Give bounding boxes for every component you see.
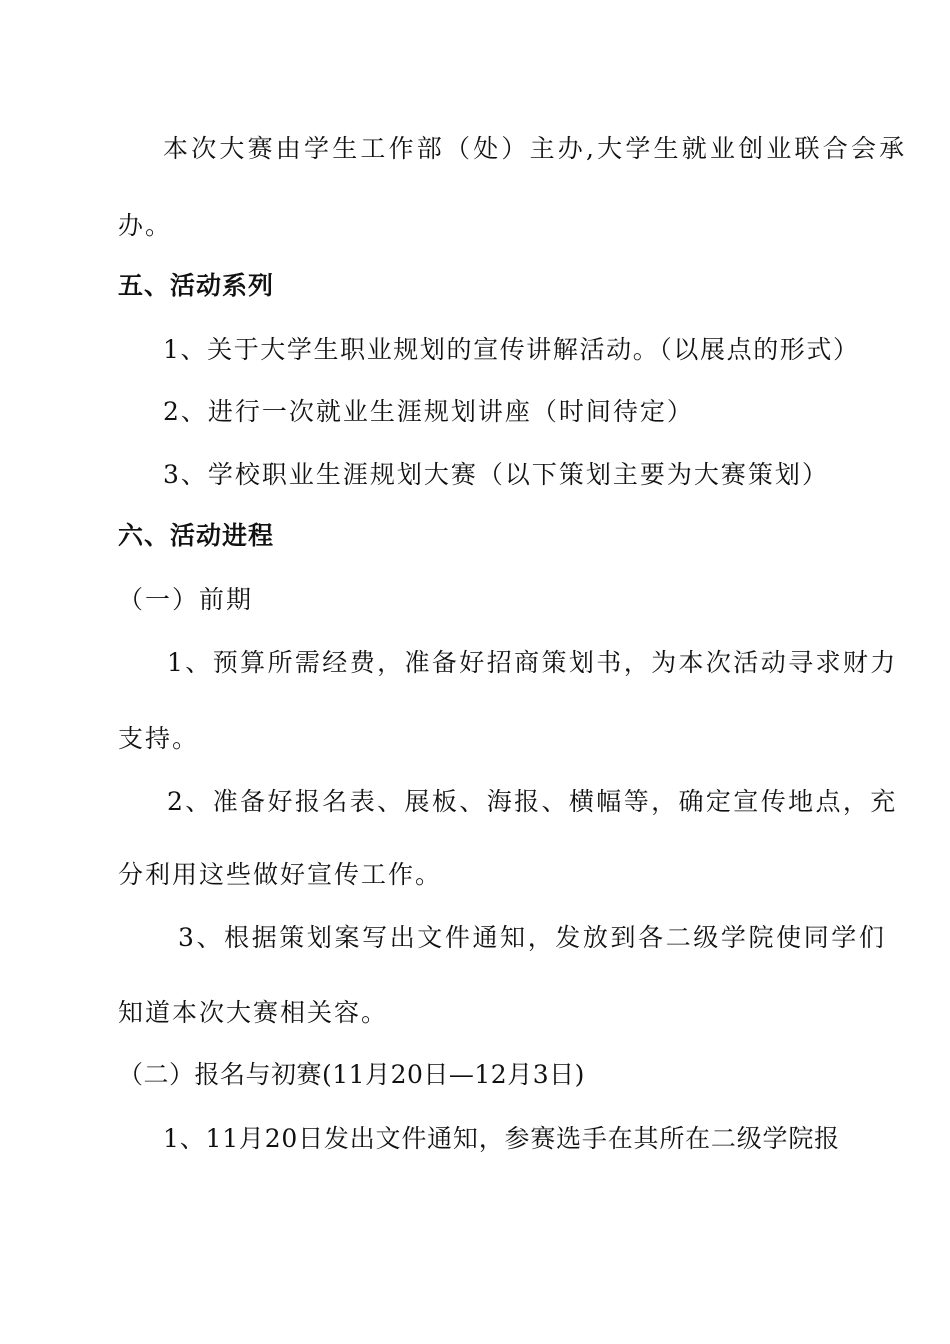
subsection-registration: （二）报名与初赛(11月20日—12月3日) xyxy=(118,1060,585,1089)
early-item-3: 3、根据策划案写出文件通知，发放到各二级学院使同学们 xyxy=(178,923,887,952)
activity-item-3: 3、学校职业生涯规划大赛（以下策划主要为大赛策划） xyxy=(163,460,829,489)
paragraph-organizer: 本次大赛由学生工作部（处）主办,大学生就业创业联合会承 xyxy=(163,134,908,163)
paragraph-organizer-cont: 办。 xyxy=(118,211,173,240)
early-item-3-cont: 知道本次大赛相关容。 xyxy=(118,998,389,1027)
early-item-2: 2、准备好报名表、展板、海报、横幅等，确定宣传地点，充 xyxy=(167,787,898,816)
activity-item-1: 1、关于大学生职业规划的宣传讲解活动。（以展点的形式） xyxy=(163,335,860,364)
section-heading-process: 六、活动进程 xyxy=(118,521,275,550)
activity-item-2: 2、进行一次就业生涯规划讲座（时间待定） xyxy=(163,397,694,426)
section-heading-activities: 五、活动系列 xyxy=(118,271,275,300)
subsection-early-stage: （一）前期 xyxy=(118,585,254,614)
registration-item-1: 1、11月20日发出文件通知，参赛选手在其所在二级学院报 xyxy=(163,1124,840,1153)
early-item-2-cont: 分利用这些做好宣传工作。 xyxy=(118,860,443,889)
early-item-1: 1、预算所需经费，准备好招商策划书，为本次活动寻求财力 xyxy=(167,648,898,677)
early-item-1-cont: 支持。 xyxy=(118,724,200,753)
